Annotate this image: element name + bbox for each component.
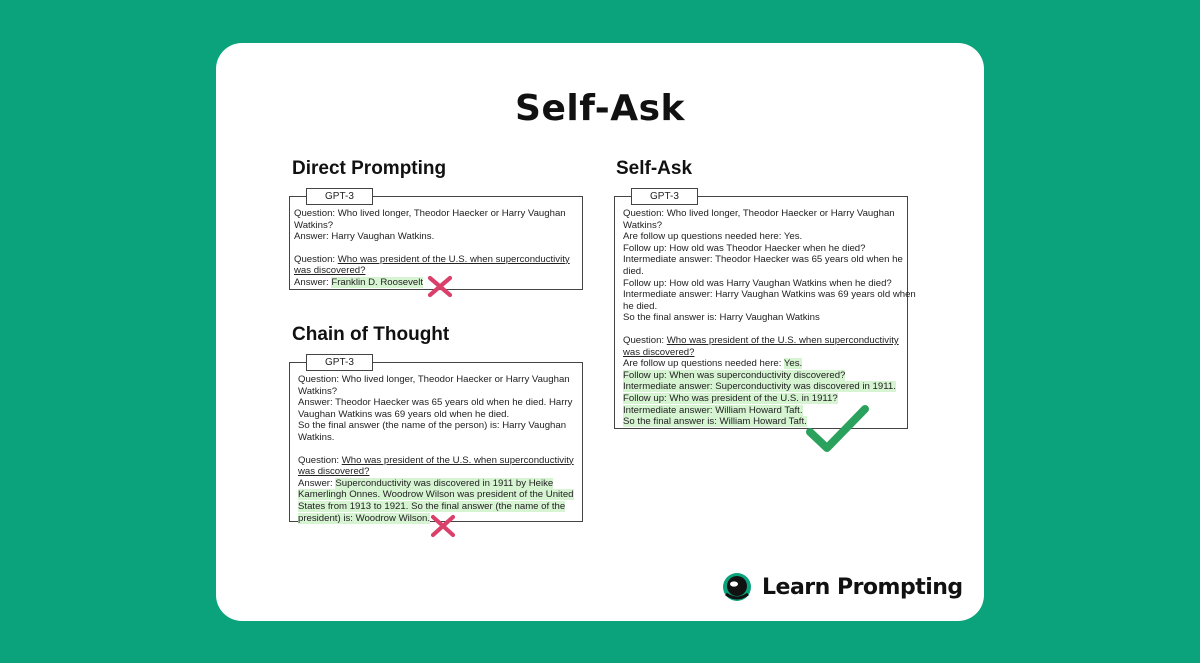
chain-of-thought-panel: [289, 357, 583, 524]
text-line: So the final answer is: Harry Vaughan Watkins: [623, 312, 820, 324]
text-line: Are follow up questions needed here: Yes.: [623, 231, 803, 243]
question-text: Who was president of the U.S. when superconductivity: [337, 253, 570, 265]
text-line: Watkins?: [623, 219, 663, 231]
gpt3-tab: GPT-3: [631, 188, 698, 205]
answer-highlight: Kamerlingh Onnes. Woodrow Wilson was president of the United: [298, 489, 574, 501]
answer-highlight: Superconductivity was discovered in 1911 by Heike: [335, 477, 554, 489]
self-ask-heading: Self-Ask: [616, 158, 693, 179]
gpt3-tab: GPT-3: [306, 354, 373, 371]
question-text: was discovered?: [294, 265, 366, 277]
checkmark-icon: [805, 404, 869, 454]
answer-highlight: Follow up: When was superconductivity discovered?: [623, 369, 846, 381]
question-prefix: Question:: [298, 454, 342, 466]
direct-prompting-heading: Direct Prompting: [292, 158, 447, 179]
answer-highlight: States from 1913 to 1921. So the final answer (the name of the: [298, 500, 566, 512]
chain-of-thought-heading: Chain of Thought: [292, 324, 450, 345]
answer-highlight: Franklin D. Roosevelt: [331, 276, 424, 288]
learn-prompting-logo: [722, 572, 963, 602]
text-line: Watkins.: [298, 431, 335, 443]
self-ask-text: [623, 208, 916, 428]
page-title: Self-Ask: [515, 88, 685, 129]
text-line: Answer: Theodor Haecker was 65 years old when he died. Harry: [298, 397, 573, 409]
answer-prefix: Answer:: [298, 477, 336, 489]
answer-prefix: Answer:: [294, 276, 332, 288]
answer-highlight: Yes.: [783, 358, 803, 370]
text-line: Watkins?: [294, 219, 334, 231]
text-line: Answer: Harry Vaughan Watkins.: [294, 231, 435, 243]
question-text: Who was president of the U.S. when superconductivity: [341, 454, 574, 466]
text-line: Follow up: How old was Theodor Haecker when he died?: [623, 242, 866, 254]
self-ask-panel: [614, 191, 916, 429]
cross-icon: [427, 275, 453, 298]
answer-highlight: president) is: Woodrow Wilson.: [298, 512, 431, 524]
text-line: he died.: [623, 300, 658, 312]
text-line: So the final answer (the name of the person) is: Harry Vaughan: [298, 420, 567, 432]
answer-highlight: Intermediate answer: Superconductivity was discovered in 1911.: [623, 381, 896, 393]
followup-prefix: Are follow up questions needed here:: [623, 358, 784, 370]
text-line: Question: Who lived longer, Theodor Haecker or Harry Vaughan: [623, 208, 895, 219]
brand-name: Learn Prompting: [762, 574, 963, 600]
cross-icon: [430, 514, 456, 538]
text-line: Follow up: How old was Harry Vaughan Watkins when he died?: [623, 277, 892, 289]
question-text: Who was president of the U.S. when superconductivity: [666, 334, 899, 346]
question-text: was discovered?: [298, 466, 370, 478]
question-text: was discovered?: [623, 346, 695, 358]
question-prefix: Question:: [294, 253, 338, 265]
chain-of-thought-text: [298, 374, 580, 524]
gpt3-tab: GPT-3: [306, 188, 373, 205]
text-line: Intermediate answer: Harry Vaughan Watkins was 69 years old when: [623, 289, 916, 301]
text-line: died.: [623, 265, 644, 277]
text-line: Vaughan Watkins was 69 years old when he died.: [298, 408, 510, 420]
astronaut-icon: [722, 572, 752, 602]
text-line: Intermediate answer: Theodor Haecker was 65 years old when he: [623, 254, 903, 266]
text-line: Question: Who lived longer, Theodor Haecker or Harry Vaughan: [298, 374, 570, 385]
answer-highlight: Intermediate answer: William Howard Taft.: [623, 404, 803, 416]
answer-highlight: So the final answer is: William Howard Taft.: [623, 416, 807, 428]
text-line: Watkins?: [298, 385, 338, 397]
question-prefix: Question:: [623, 334, 667, 346]
text-line: Question: Who lived longer, Theodor Haecker or Harry Vaughan: [294, 208, 566, 219]
answer-highlight: Follow up: Who was president of the U.S. in 1911?: [623, 392, 838, 404]
